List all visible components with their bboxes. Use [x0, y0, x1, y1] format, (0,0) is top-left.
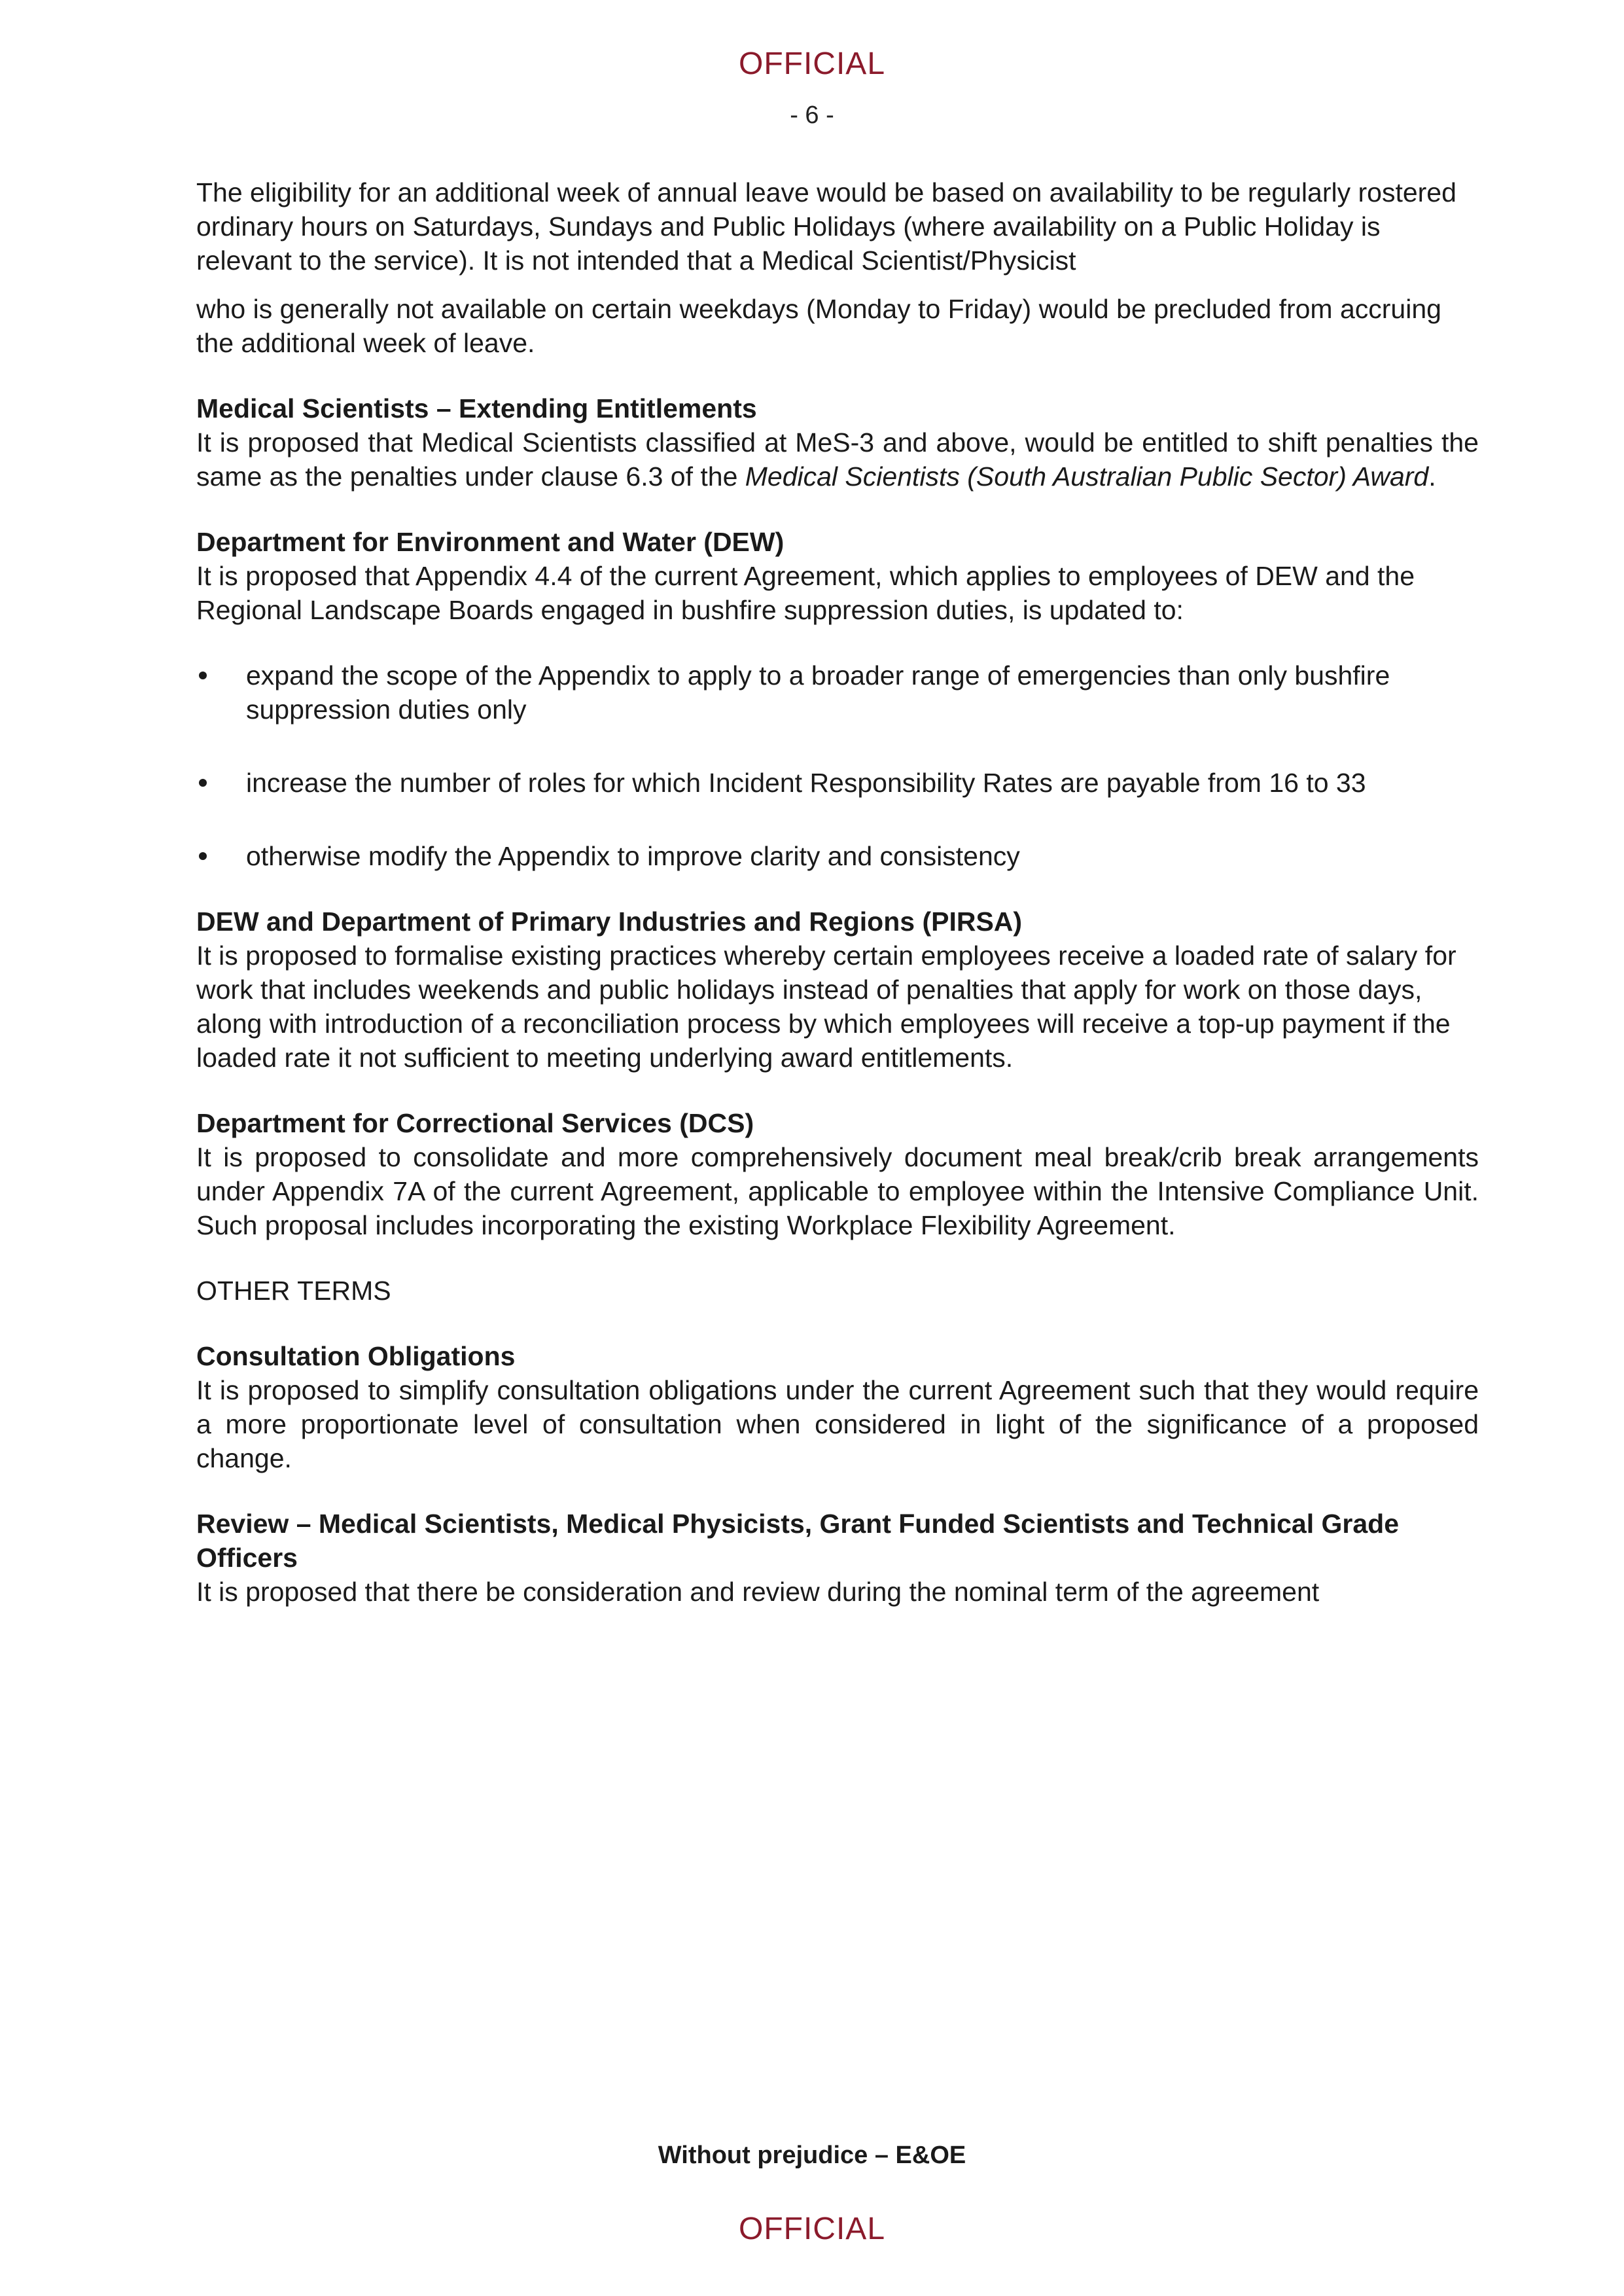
security-marking-bottom: OFFICIAL: [738, 2212, 886, 2246]
intro-paragraph-2: who is generally not available on certain weekdays (Monday to Friday) would be precluded from accruing the additional week of leave.: [196, 294, 1441, 358]
bullet-icon: [199, 852, 207, 860]
section-consultation: [196, 1339, 1479, 1475]
section-heading: Medical Scientists – Extending Entitlements: [196, 393, 757, 423]
section-dcs: [196, 1106, 1479, 1242]
page-number: - 6 -: [790, 101, 834, 129]
document-body: [196, 175, 1479, 1609]
section-heading: DEW and Department of Primary Industries and Regions (PIRSA): [196, 906, 1023, 937]
section-text: It is proposed that Appendix 4.4 of the current Agreement, which applies to employees of DEW and the Regional Landscape Boards engaged in bushfire suppression duties, is updated to:: [196, 561, 1415, 625]
bullet-icon: [199, 672, 207, 679]
section-review: [196, 1507, 1479, 1609]
list-item-text: increase the number of roles for which Incident Responsibility Rates are payable from 16 to 33: [246, 768, 1366, 798]
section-text-end: .: [1428, 461, 1436, 492]
section-heading: Review – Medical Scientists, Medical Physicists, Grant Funded Scientists and Technical Grade Officers: [196, 1509, 1400, 1573]
list-item-text: otherwise modify the Appendix to improve clarity and consistency: [246, 841, 1020, 871]
section-text-part: It is proposed that Medical Scientists classified at MeS-3 and above, would be entitled to shift penalties the same as the penalties under clause 6.3 of the: [196, 427, 1479, 492]
section-text: [196, 425, 1479, 493]
bullet-list: [196, 658, 1479, 873]
section-text: It is proposed that there be consideration and review during the nominal term of the agreement: [196, 1577, 1320, 1607]
section-heading: Department for Environment and Water (DEW): [196, 527, 785, 557]
section-dew-pirsa: [196, 905, 1479, 1075]
section-text: It is proposed to simplify consultation obligations under the current Agreement such that they would require a more proportionate level of consultation when considered in light of the significance of a proposed change.: [196, 1375, 1479, 1473]
award-title: Medical Scientists (South Australian Public Sector) Award: [745, 461, 1429, 492]
section-medical-scientists: [196, 391, 1479, 493]
list-item: [196, 658, 1479, 726]
section-heading: Consultation Obligations: [196, 1341, 516, 1371]
security-marking-top: OFFICIAL: [738, 46, 886, 81]
list-item-text: expand the scope of the Appendix to apply to a broader range of emergencies than only bushfire suppression duties only: [246, 660, 1390, 725]
section-text: It is proposed to formalise existing practices whereby certain employees receive a loaded rate of salary for work that includes weekends and public holidays instead of penalties that apply for work on those days, along with introduction of a reconciliation process by which employees will receive a top-up payment if the loaded rate it not sufficient to meeting underlying award entitlements.: [196, 941, 1456, 1073]
other-terms-heading: OTHER TERMS: [196, 1276, 391, 1306]
list-item: [196, 839, 1479, 873]
section-heading: Department for Correctional Services (DCS): [196, 1108, 754, 1138]
section-text: It is proposed to consolidate and more comprehensively document meal break/crib break arrangements under Appendix 7A of the current Agreement, applicable to employee within the Intensive Compliance Unit. Such proposal includes incorporating the existing Workplace Flexibility Agreement.: [196, 1142, 1479, 1240]
bullet-icon: [199, 779, 207, 787]
list-item: [196, 766, 1479, 800]
section-dew: [196, 525, 1479, 873]
intro-paragraph-1: The eligibility for an additional week of annual leave would be based on availability to be regularly rostered ordinary hours on Saturdays, Sundays and Public Holidays (where availability on a Public Holiday is relevant to the service). It is not intended that a Medical Scientist/Physicist: [196, 177, 1456, 276]
footer-notice: Without prejudice – E&OE: [658, 2142, 966, 2169]
